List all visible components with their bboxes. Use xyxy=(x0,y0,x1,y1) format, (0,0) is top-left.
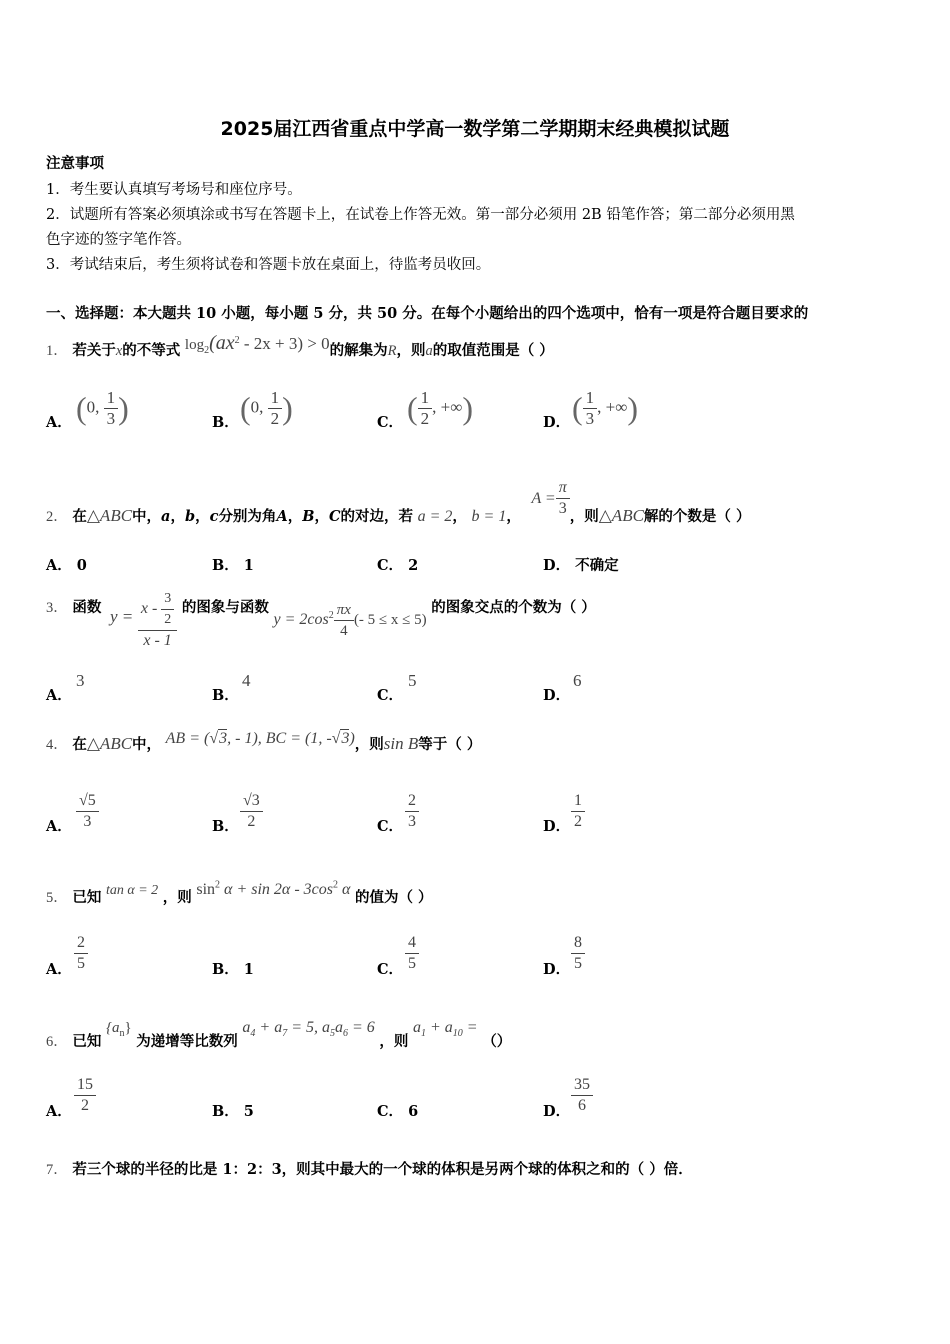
option-a-value: $\frac{15}{2}$ xyxy=(74,1075,96,1116)
option-label: A． xyxy=(46,961,72,978)
option-label: D． xyxy=(543,687,571,704)
option-label: B． xyxy=(212,687,239,704)
option-b-value: 4 xyxy=(242,671,251,690)
option-label: B． xyxy=(212,818,239,835)
option-b: B． 5 xyxy=(212,1103,254,1120)
option-d-value: $\frac{35}{6}$ xyxy=(571,1075,593,1116)
option-c: C． 6 xyxy=(377,1103,419,1120)
math-expression: AB = (√3, - 1), BC = (1, -√3) xyxy=(165,730,355,747)
option-a-value: 3 xyxy=(76,671,85,690)
option-c-value: 5 xyxy=(408,671,417,690)
question-2: 2． 在△ABC中，a，b，c分别为角A，B，C的对边，若 a = 2， b = 1， A = $\frac{\pi}{3}$ ，则△ABC解的个数是（ ） xyxy=(46,479,751,525)
option-label: C． xyxy=(377,961,404,978)
option-d-value: $\frac{8}{5}$ xyxy=(571,933,585,974)
option-label: A． xyxy=(46,818,72,835)
question-number: 2． xyxy=(46,508,68,525)
option-c: C． 2 xyxy=(377,557,419,574)
section-heading: 一、选择题：本大题共 10 小题，每小题 5 分，共 50 分。在每个小题给出的四个选项中，恰有一项是符合题目要求的 xyxy=(46,305,809,322)
option-label: D． xyxy=(543,818,571,835)
option-d-value: $\frac{1}{2}$ xyxy=(571,791,585,832)
question-number: 7． xyxy=(46,1162,68,1178)
option-c-value: ( $\frac{1}{2}$ , +∞) xyxy=(407,388,474,428)
question-7: 7． 若三个球的半径的比是 1：2：3，则其中最大的一个球的体积是另两个球的体积之和的（ ）倍． xyxy=(46,1161,693,1178)
option-label: D． xyxy=(543,414,571,431)
question-number: 3． xyxy=(46,600,68,616)
option-label: A． xyxy=(46,1103,72,1120)
note-item: 色字迹的签字笔作答。 xyxy=(46,232,191,248)
math-expression: $\sin^2 \alpha + \sin 2\alpha - 3\cos^2$ α xyxy=(196,879,351,898)
option-b-value: $\frac{√3}{2}$ xyxy=(240,791,263,832)
page-title: 2025届江西省重点中学高一数学第二学期期末经典模拟试题 xyxy=(220,118,730,140)
option-b: B． 1 xyxy=(212,557,254,574)
notes-heading: 注意事项 xyxy=(46,155,104,172)
question-number: 4． xyxy=(46,737,68,753)
question-6: 6． 已知 $\{a_n\}$ 为递增等比数列 $a_4 + a_7 = 5$, $a_5a_6 = 6$ ，则 $a_1 + a_{10}$ = （） xyxy=(46,1019,512,1050)
math-expression: $\log_2(ax^2 - 2x + 3) > 0$ xyxy=(184,332,330,356)
math-expression: $a_4 + a_7 = 5$, $a_5a_6 = 6$ xyxy=(242,1019,375,1040)
option-d: D． 不确定 xyxy=(543,557,619,574)
option-label: B． xyxy=(212,414,239,431)
option-label: A． xyxy=(46,414,72,431)
option-label: D． xyxy=(543,961,571,978)
option-b-value: (0, $\frac{1}{2}$ ) xyxy=(240,388,293,428)
option-c-value: $\frac{2}{3}$ xyxy=(405,791,419,832)
note-item: 1．考生要认真填写考场号和座位序号。 xyxy=(46,182,302,198)
question-number: 1． xyxy=(46,343,68,359)
question-number: 6． xyxy=(46,1034,68,1050)
question-1: 1． 若关于x的不等式 $\log_2(ax^2 - 2x + 3) > 0$的解集为R，则a的取值范围是（ ） xyxy=(46,332,554,359)
option-label: C． xyxy=(377,414,404,431)
note-item: 2．试题所有答案必须填涂或书写在答题卡上，在试卷上作答无效。第一部分必须用 2B 铅笔作答；第二部分必须用黑 xyxy=(46,207,795,223)
option-d-value: ( $\frac{1}{3}$ , +∞) xyxy=(572,388,639,428)
option-a-value: $\frac{2}{5}$ xyxy=(74,933,88,974)
math-expression: $\{a_n\}$ xyxy=(105,1020,132,1039)
math-expression: $a_1 + a_{10}$ = xyxy=(413,1019,478,1040)
question-3: 3． 函数 y = x - $\frac{3}{2}$ x - 1 的图象与函数 $y = 2\cos^2$ $\frac{\pi x}{4}$ (- 5 ≤ x ≤ 5) 的图象交点的个数为（ ） xyxy=(46,591,596,649)
option-b: B． 1 xyxy=(212,961,254,978)
note-item: 3．考试结束后，考生须将试卷和答题卡放在桌面上，待监考员收回。 xyxy=(46,257,491,273)
question-5: 5． 已知 tan α = 2 ，则 $\sin^2 \alpha + \sin 2\alpha - 3\cos^2$ α 的值为（ ） xyxy=(46,879,433,906)
option-d-value: 6 xyxy=(573,671,582,690)
question-4: 4． 在△ABC中， AB = (√3, - 1), BC = (1, -√3)，则sin B等于（ ） xyxy=(46,730,482,753)
option-a: A． 0 xyxy=(46,557,87,574)
option-c-value: $\frac{4}{5}$ xyxy=(405,933,419,974)
question-number: 5． xyxy=(46,890,68,906)
option-label: C． xyxy=(377,687,404,704)
option-label: C． xyxy=(377,818,404,835)
option-label: A． xyxy=(46,687,72,704)
option-a-value: $\frac{√5}{3}$ xyxy=(76,791,99,832)
option-label: D． xyxy=(543,1103,571,1120)
option-a-value: (0, $\frac{1}{3}$ ) xyxy=(76,388,129,428)
